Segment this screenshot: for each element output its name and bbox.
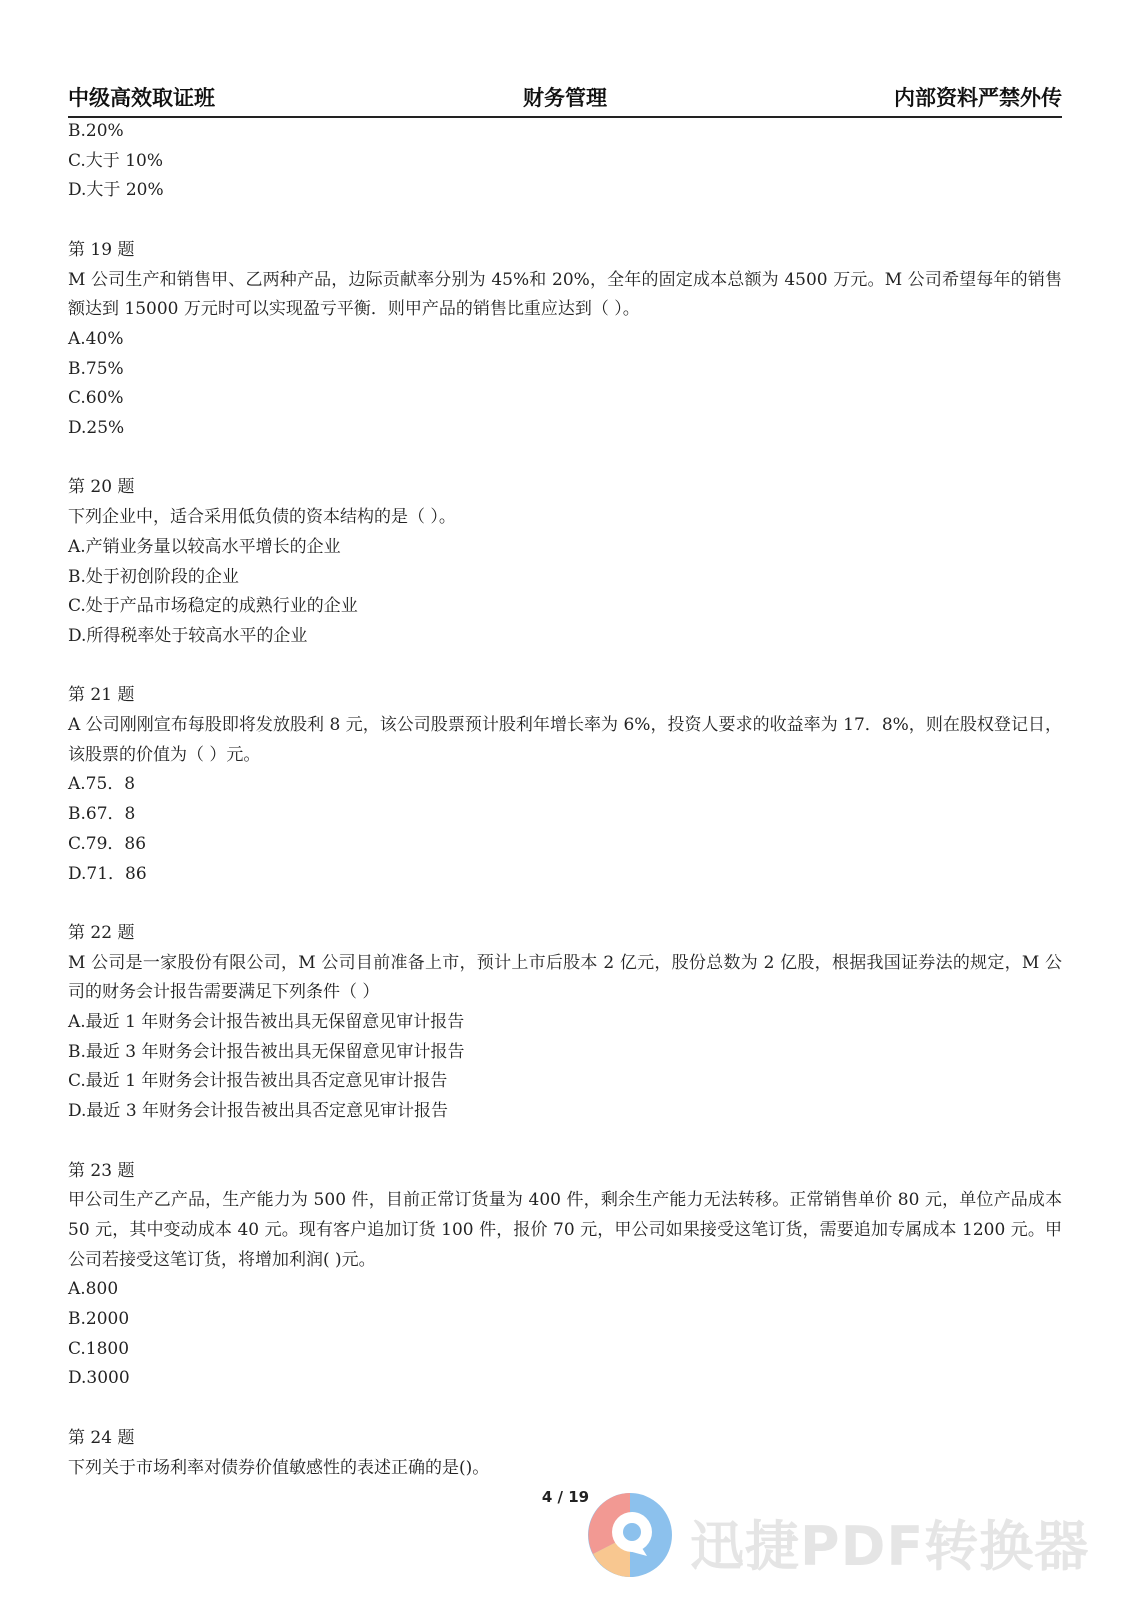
question-number: 第 23 题 xyxy=(68,1160,135,1181)
question-block xyxy=(68,681,1062,889)
question-block xyxy=(68,473,1062,651)
question-block xyxy=(68,1157,1062,1395)
converter-watermark xyxy=(585,1490,1105,1590)
question-block xyxy=(68,236,1062,444)
watermark-text: 迅捷PDF转换器 xyxy=(690,1515,1090,1578)
option-line: A.最近 1 年财务会计报告被出具无保留意见审计报告 xyxy=(68,1012,465,1033)
header-confidential-note: 内部资料严禁外传 xyxy=(894,86,1062,110)
option-line: C.60% xyxy=(68,388,124,409)
header-course-title: 中级高效取证班 xyxy=(68,86,215,110)
page-header xyxy=(68,80,1062,118)
question-block xyxy=(68,1424,1062,1483)
option-line: D.所得税率处于较高水平的企业 xyxy=(68,625,308,646)
question-text: M 公司是一家股份有限公司，M 公司目前准备上市，预计上市后股本 2 亿元，股份总数为 2 亿股，根据我国证券法的规定，M 公司的财务会计报告需要满足下列条件（ ） xyxy=(68,952,1062,1003)
option-line: C.最近 1 年财务会计报告被出具否定意见审计报告 xyxy=(68,1071,448,1092)
question-block xyxy=(68,919,1062,1127)
option-line: A.75．8 xyxy=(68,774,136,795)
option-line: D.最近 3 年财务会计报告被出具否定意见审计报告 xyxy=(68,1101,449,1122)
option-line: C.1800 xyxy=(68,1338,130,1359)
option-line: B.2000 xyxy=(68,1309,130,1330)
xunjie-logo-icon xyxy=(585,1490,675,1580)
option-line: B.处于初创阶段的企业 xyxy=(68,566,239,587)
option-line: B.67．8 xyxy=(68,804,136,825)
question-text: 下列企业中，适合采用低负债的资本结构的是（ ）。 xyxy=(68,507,456,528)
question-number: 第 24 题 xyxy=(68,1427,135,1448)
question-text: A 公司刚刚宣布每股即将发放股利 8 元，该公司股票预计股利年增长率为 6%，投资人要求的收益率为 17．8%，则在股权登记日，该股票的价值为（ ）元。 xyxy=(68,715,1062,765)
option-line: B.75% xyxy=(68,358,124,379)
question-text: 下列关于市场利率对债券价值敏感性的表述正确的是()。 xyxy=(68,1457,490,1478)
option-line: A.800 xyxy=(68,1279,119,1300)
question-number: 第 20 题 xyxy=(68,477,135,498)
option-line: B.20% xyxy=(68,121,124,141)
page-number: 4 / 19 xyxy=(541,1488,590,1506)
option-line: D.71．86 xyxy=(68,863,147,884)
document-body xyxy=(68,117,1062,1483)
question-number: 第 19 题 xyxy=(68,239,135,260)
question-number: 第 22 题 xyxy=(68,922,135,943)
option-line: D.大于 20% xyxy=(68,180,164,201)
option-line: A.40% xyxy=(68,328,124,349)
question-text: M 公司生产和销售甲、乙两种产品，边际贡献率分别为 45%和 20%，全年的固定成本总额为 4500 万元。M 公司希望每年的销售额达到 15000 万元时可以实现盈亏平衡．则甲产品的销售比重应达到（ ）。 xyxy=(68,269,1062,320)
header-subject-title: 财务管理 xyxy=(523,86,607,110)
option-line: B.最近 3 年财务会计报告被出具无保留意见审计报告 xyxy=(68,1041,465,1062)
option-line: C.79．86 xyxy=(68,833,147,854)
question-number: 第 21 题 xyxy=(68,685,135,706)
option-line: C.处于产品市场稳定的成熟行业的企业 xyxy=(68,596,358,617)
option-line: C.大于 10% xyxy=(68,150,163,171)
option-line: D.25% xyxy=(68,418,125,439)
option-line: A.产销业务量以较高水平增长的企业 xyxy=(68,536,341,557)
question-text: 甲公司生产乙产品，生产能力为 500 件，目前正常订货量为 400 件，剩余生产能力无法转移。正常销售单价 80 元，单位产品成本 50 元，其中变动成本 40 元。现有客户追加订货 100 件，报价 70 元，甲公司如果接受这笔订货，需要追加专属成本 1200 元。甲公司若接受这笔订货，将增加利润( )元。 xyxy=(68,1190,1062,1270)
option-line: D.3000 xyxy=(68,1368,130,1389)
